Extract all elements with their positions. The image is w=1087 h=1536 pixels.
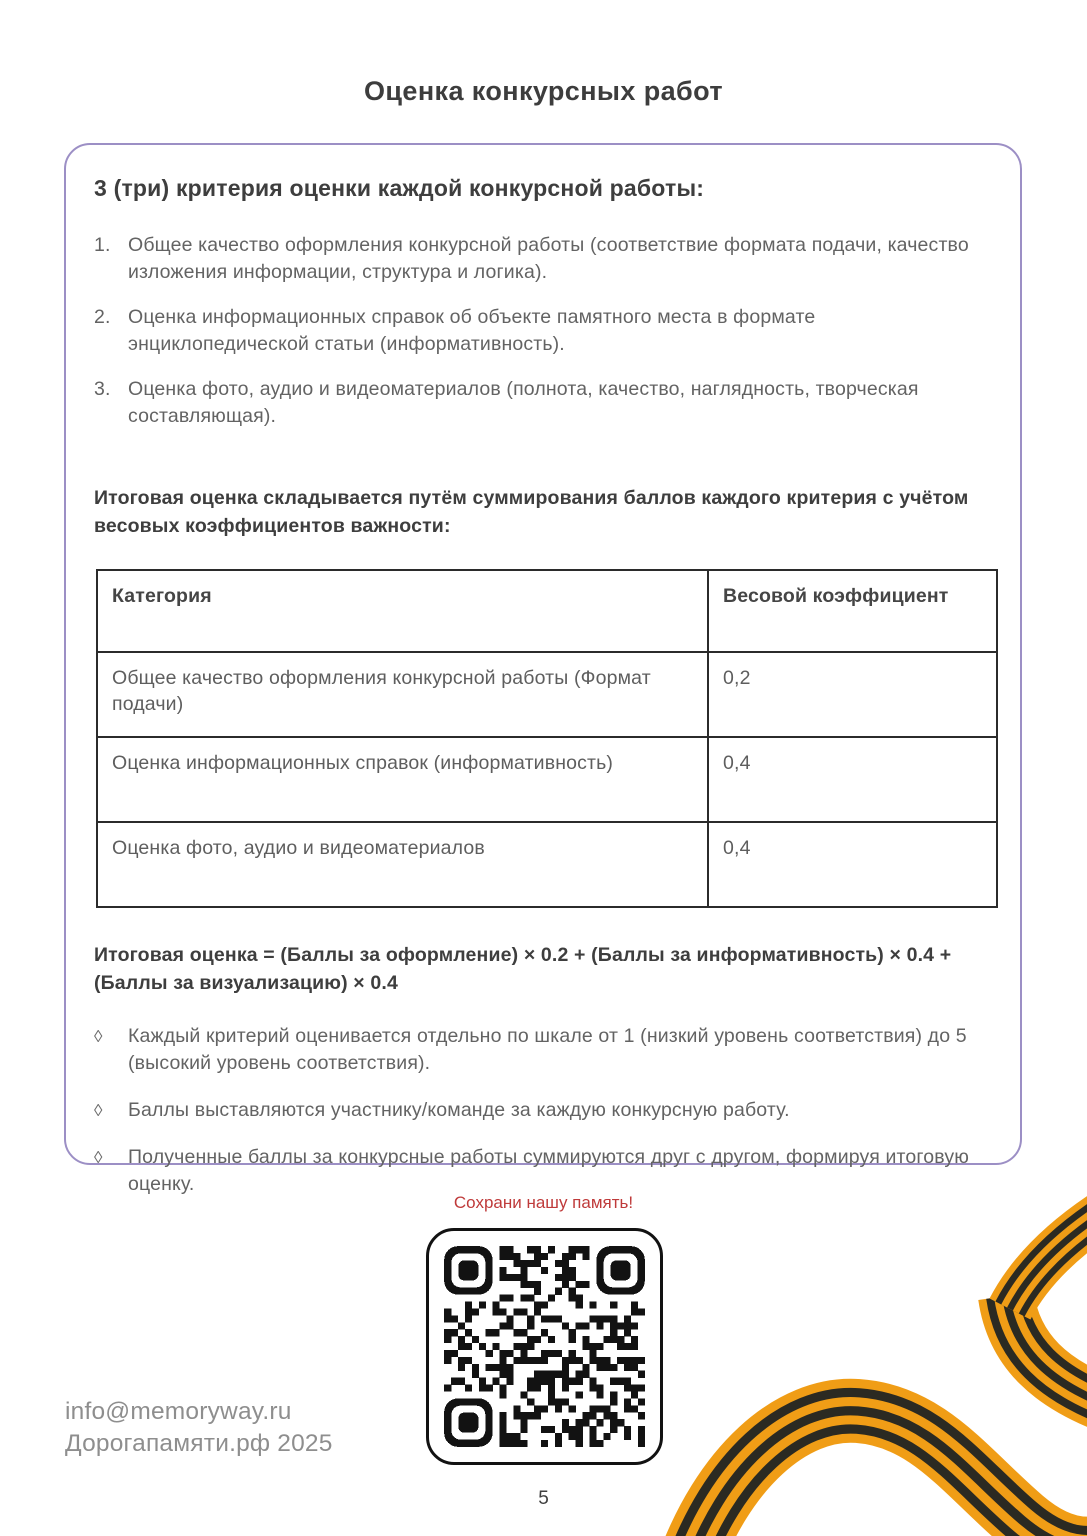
item-number: 3.: [94, 377, 111, 400]
footer-site: Дорогапамяти.рф 2025: [65, 1429, 333, 1457]
cell-category: Оценка информационных справок (информативность): [97, 737, 708, 822]
box-heading: 3 (три) критерия оценки каждой конкурсной работы:: [94, 175, 705, 201]
note-item: [94, 1144, 990, 1198]
criteria-box: [64, 143, 1022, 1195]
cell-category: Общее качество оформления конкурсной работы (Формат подачи): [97, 652, 708, 737]
qr-caption: Сохрани нашу память!: [453, 1193, 634, 1212]
diamond-bullet-icon: ◊: [94, 1027, 103, 1047]
diamond-bullet-icon: ◊: [94, 1101, 103, 1120]
criteria-list: [94, 232, 990, 429]
table-header-category: Категория: [97, 570, 708, 652]
cell-weight: 0,4: [708, 737, 997, 822]
item-text: Оценка информационных справок об объекте памятного места в формате энциклопедической статьи (информативность).: [128, 305, 816, 355]
footer-email: info@memoryway.ru: [65, 1398, 292, 1425]
qr-code: [426, 1228, 663, 1465]
note-text: Полученные баллы за конкурсные работы суммируются друг с другом, формируя итоговую оценку.: [128, 1145, 969, 1195]
notes-list: [94, 1023, 990, 1198]
footer-contact: [65, 1396, 333, 1460]
table-row: [97, 737, 997, 822]
criteria-item: [94, 232, 990, 286]
note-text: Каждый критерий оценивается отдельно по шкале от 1 (низкий уровень соответствия) до 5 (высокий уровень соответствия).: [128, 1025, 967, 1075]
criteria-item: [94, 304, 990, 358]
item-number: 2.: [94, 305, 111, 328]
note-item: [94, 1023, 990, 1077]
table-header-weight: Весовой коэффициент: [708, 570, 997, 652]
item-text: Оценка фото, аудио и видеоматериалов (полнота, качество, наглядность, творческая составляющая).: [128, 377, 919, 427]
page-number: 5: [538, 1488, 549, 1509]
cell-category: Оценка фото, аудио и видеоматериалов: [97, 822, 708, 907]
note-item: [94, 1097, 990, 1124]
table-row: [97, 652, 997, 737]
item-number: 1.: [94, 234, 111, 256]
formula-text: Итоговая оценка = (Баллы за оформление) × 0.2 + (Баллы за информативность) × 0.4 + (Баллы за визуализацию) × 0.4: [94, 943, 952, 994]
note-text: Баллы выставляются участнику/команде за каждую конкурсную работу.: [128, 1099, 790, 1121]
page-title: Оценка конкурсных работ: [364, 76, 723, 106]
cell-weight: 0,2: [708, 652, 997, 737]
table-header-row: [97, 570, 997, 652]
cell-weight: 0,4: [708, 822, 997, 907]
weights-table: [96, 569, 998, 908]
table-row: [97, 822, 997, 907]
criteria-item: [94, 376, 990, 430]
item-text: Общее качество оформления конкурсной работы (соответствие формата подачи, качество изложения информации, структура и логика).: [128, 234, 969, 283]
summary-heading: Итоговая оценка складывается путём суммирования баллов каждого критерия с учётом весовых коэффициентов важности:: [94, 487, 969, 538]
diamond-bullet-icon: ◊: [94, 1147, 103, 1167]
